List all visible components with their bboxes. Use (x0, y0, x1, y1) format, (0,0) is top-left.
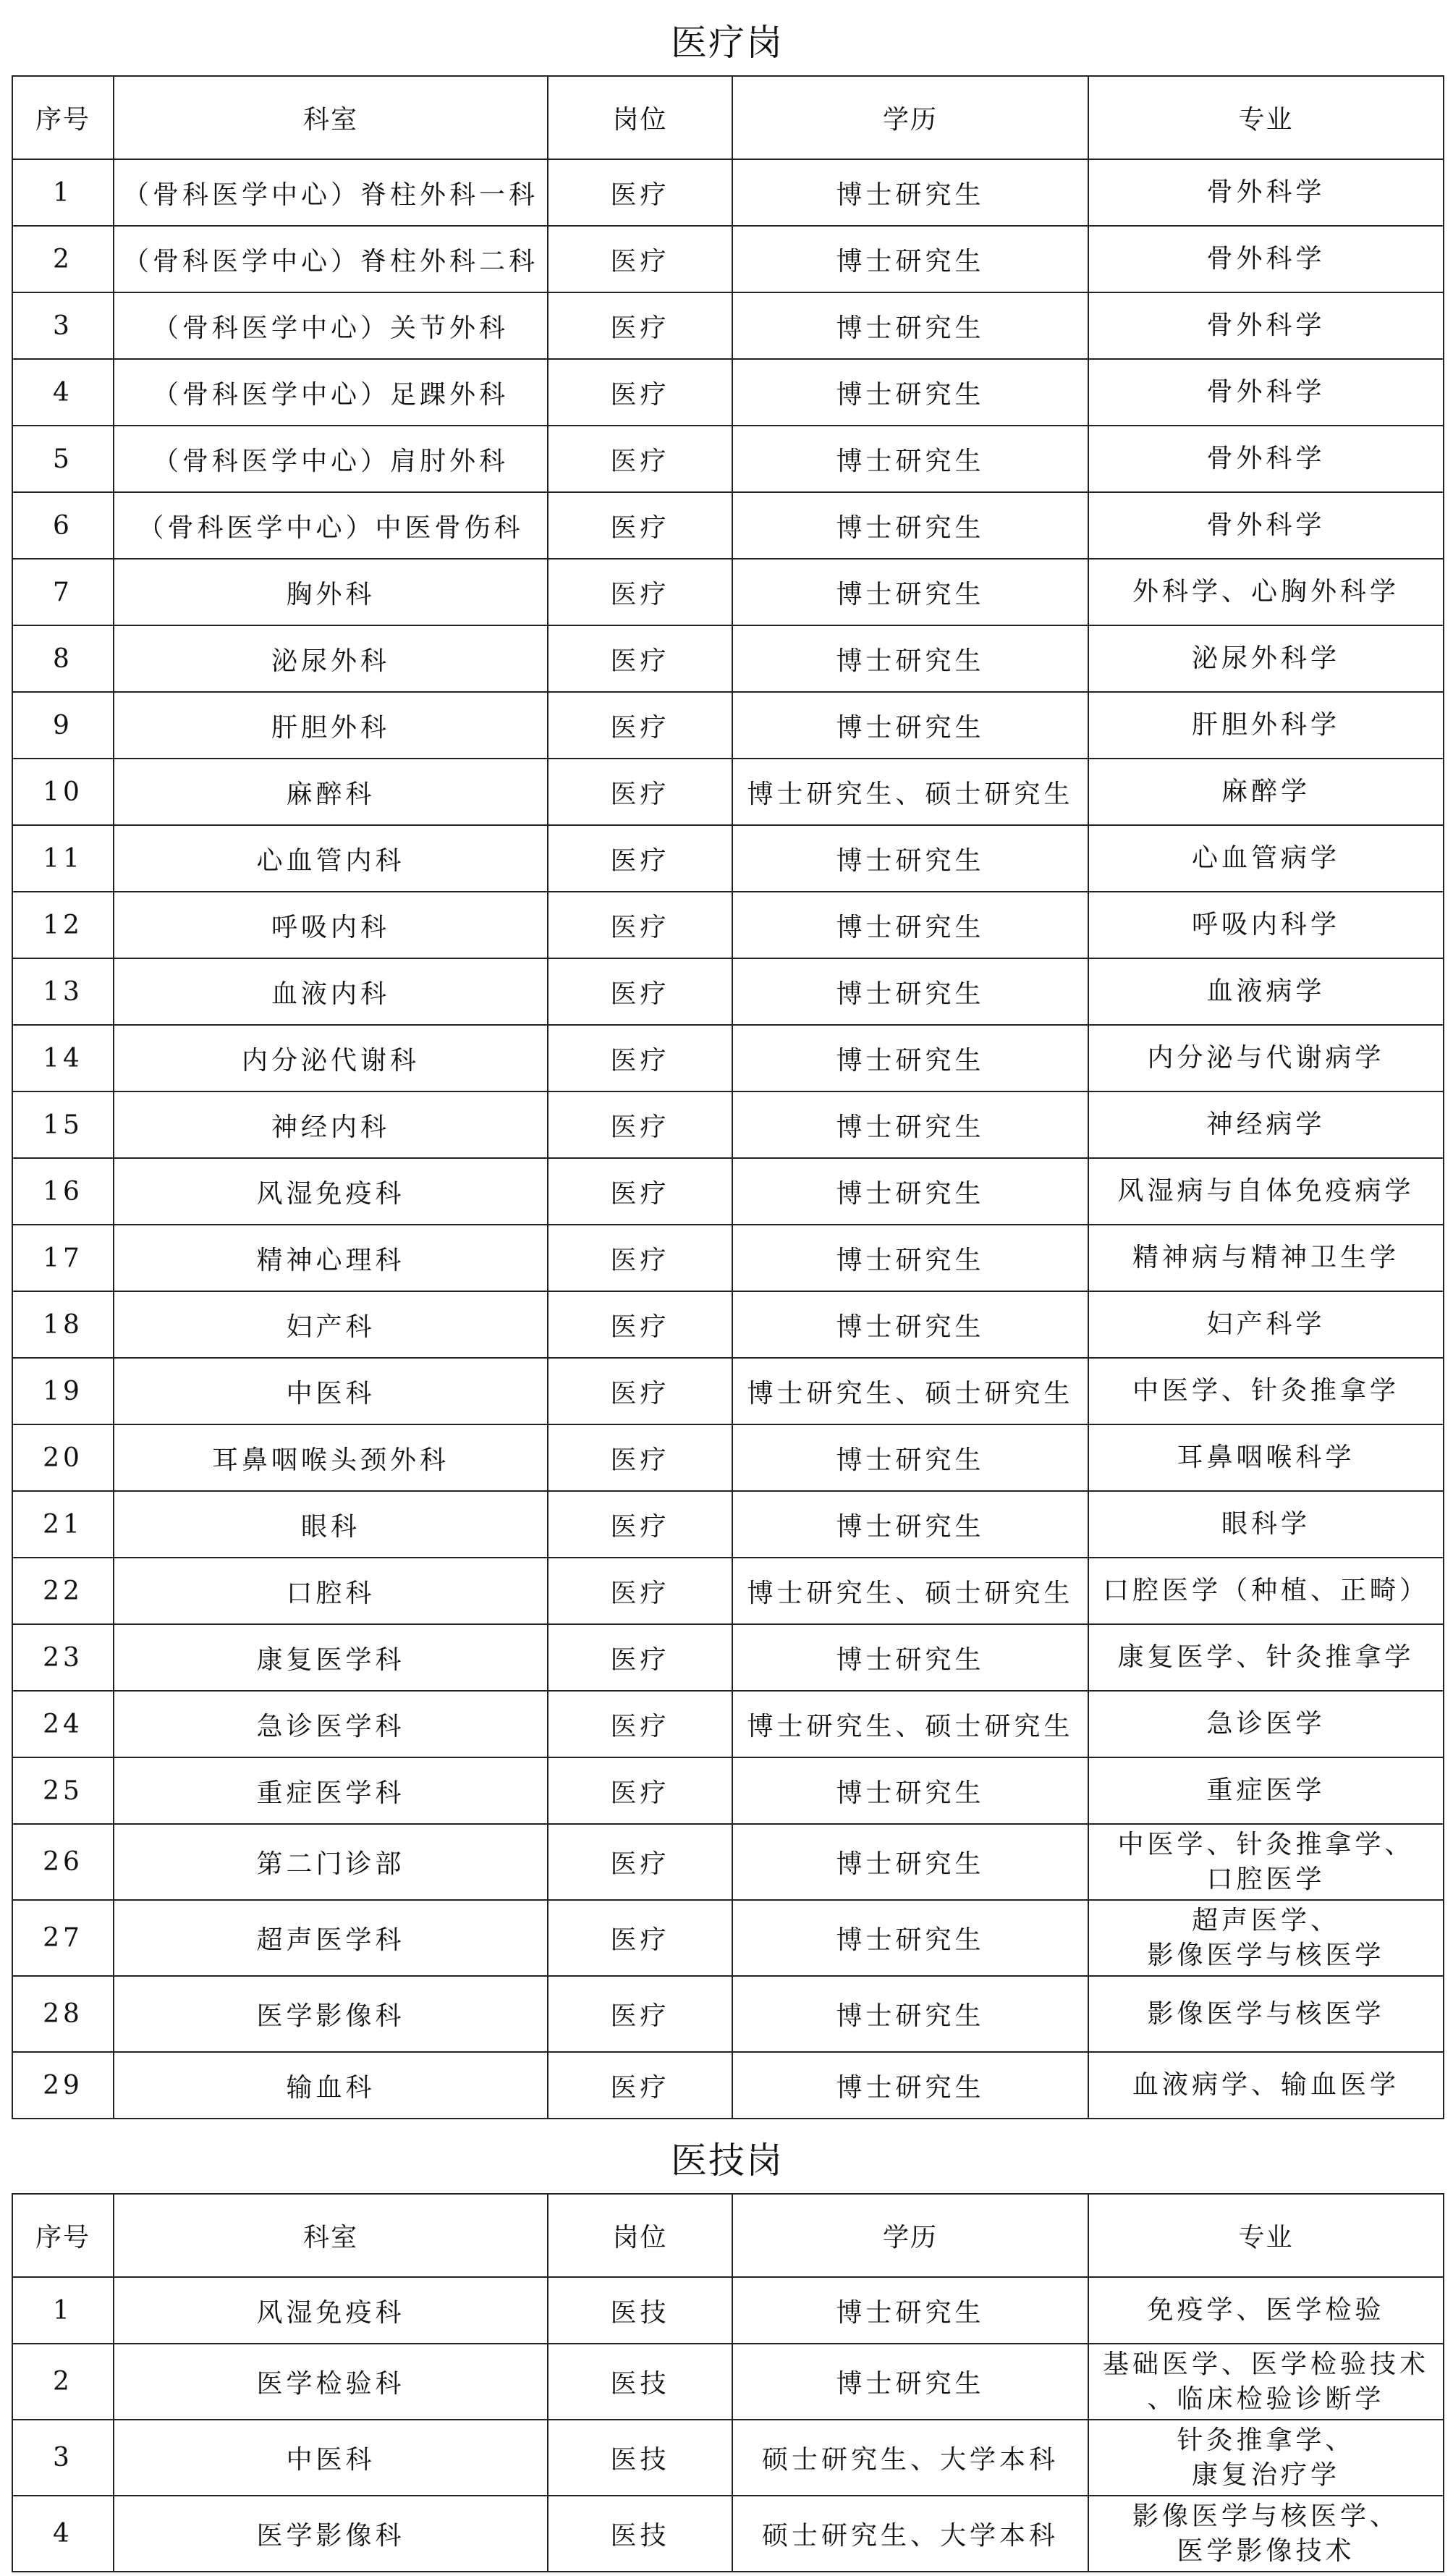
cell-index: 1 (12, 159, 114, 226)
cell-department: 风湿免疫科 (114, 2277, 548, 2344)
cell-education: 博士研究生 (732, 892, 1088, 958)
header-education: 学历 (732, 76, 1088, 159)
table-row (12, 2420, 1444, 2496)
table-row (12, 958, 1444, 1025)
cell-position: 医疗 (548, 625, 732, 692)
table-row (12, 759, 1444, 825)
header-education: 学历 (732, 2194, 1088, 2277)
cell-position: 医疗 (548, 159, 732, 226)
table-row (12, 692, 1444, 759)
cell-education: 博士研究生 (732, 1824, 1088, 1900)
cell-education: 博士研究生 (732, 1976, 1088, 2052)
cell-major: 骨外科学 (1088, 426, 1444, 492)
cell-position: 医疗 (548, 1025, 732, 1091)
cell-department: 麻醉科 (114, 759, 548, 825)
cell-index: 5 (12, 426, 114, 492)
cell-index: 28 (12, 1976, 114, 2052)
cell-index: 22 (12, 1558, 114, 1624)
cell-position: 医疗 (548, 759, 732, 825)
cell-position: 医疗 (548, 1900, 732, 1976)
cell-position: 医疗 (548, 492, 732, 559)
cell-position: 医疗 (548, 559, 732, 625)
table-row (12, 1491, 1444, 1558)
header-department: 科室 (114, 2194, 548, 2277)
table-row (12, 1424, 1444, 1491)
table-row (12, 1558, 1444, 1624)
cell-department: 精神心理科 (114, 1225, 548, 1291)
cell-index: 9 (12, 692, 114, 759)
cell-major: 风湿病与自体免疫病学 (1088, 1158, 1444, 1225)
cell-department: 神经内科 (114, 1091, 548, 1158)
cell-department: 康复医学科 (114, 1624, 548, 1691)
cell-education: 博士研究生 (732, 2344, 1088, 2420)
cell-major: 超声医学、 影像医学与核医学 (1088, 1900, 1444, 1976)
cell-education: 博士研究生、硕士研究生 (732, 1558, 1088, 1624)
cell-index: 17 (12, 1225, 114, 1291)
cell-education: 博士研究生 (732, 1757, 1088, 1824)
cell-department: 耳鼻咽喉头颈外科 (114, 1424, 548, 1491)
cell-position: 医疗 (548, 1424, 732, 1491)
cell-major: 影像医学与核医学 (1088, 1976, 1444, 2052)
header-major: 专业 (1088, 76, 1444, 159)
cell-major: 骨外科学 (1088, 359, 1444, 426)
cell-index: 26 (12, 1824, 114, 1900)
table-row (12, 625, 1444, 692)
cell-major: 神经病学 (1088, 1091, 1444, 1158)
cell-education: 博士研究生 (732, 1091, 1088, 1158)
cell-position: 医疗 (548, 1691, 732, 1757)
cell-education: 博士研究生、硕士研究生 (732, 1358, 1088, 1424)
cell-index: 19 (12, 1358, 114, 1424)
cell-major: 中医学、针灸推拿学 (1088, 1358, 1444, 1424)
header-index: 序号 (12, 2194, 114, 2277)
cell-education: 博士研究生、硕士研究生 (732, 1691, 1088, 1757)
cell-education: 硕士研究生、大学本科 (732, 2420, 1088, 2496)
cell-index: 11 (12, 825, 114, 892)
cell-department: 输血科 (114, 2052, 548, 2119)
header-position: 岗位 (548, 2194, 732, 2277)
cell-major: 内分泌与代谢病学 (1088, 1025, 1444, 1091)
cell-position: 医疗 (548, 1757, 732, 1824)
cell-department: 急诊医学科 (114, 1691, 548, 1757)
cell-index: 13 (12, 958, 114, 1025)
recruitment-table (12, 2193, 1444, 2572)
cell-major: 血液病学 (1088, 958, 1444, 1025)
table-row (12, 559, 1444, 625)
table-row (12, 492, 1444, 559)
cell-index: 2 (12, 2344, 114, 2420)
cell-department: 呼吸内科 (114, 892, 548, 958)
cell-education: 博士研究生 (732, 1424, 1088, 1491)
cell-department: 医学影像科 (114, 2496, 548, 2572)
cell-major: 心血管病学 (1088, 825, 1444, 892)
cell-index: 23 (12, 1624, 114, 1691)
cell-major: 泌尿外科学 (1088, 625, 1444, 692)
table-row (12, 1900, 1444, 1976)
cell-department: （骨科医学中心）肩肘外科 (114, 426, 548, 492)
cell-position: 医疗 (548, 1624, 732, 1691)
cell-major: 骨外科学 (1088, 159, 1444, 226)
table-row (12, 825, 1444, 892)
header-department: 科室 (114, 76, 548, 159)
cell-index: 4 (12, 2496, 114, 2572)
cell-education: 博士研究生 (732, 159, 1088, 226)
cell-major: 眼科学 (1088, 1491, 1444, 1558)
cell-position: 医技 (548, 2277, 732, 2344)
cell-department: 第二门诊部 (114, 1824, 548, 1900)
cell-index: 16 (12, 1158, 114, 1225)
cell-education: 博士研究生 (732, 2277, 1088, 2344)
table-header-row (12, 2194, 1444, 2277)
cell-position: 医疗 (548, 2052, 732, 2119)
cell-education: 博士研究生 (732, 492, 1088, 559)
cell-index: 24 (12, 1691, 114, 1757)
cell-position: 医疗 (548, 226, 732, 292)
table-row (12, 892, 1444, 958)
cell-position: 医疗 (548, 1091, 732, 1158)
cell-education: 博士研究生 (732, 226, 1088, 292)
cell-major: 骨外科学 (1088, 492, 1444, 559)
table-row (12, 1091, 1444, 1158)
cell-major: 针灸推拿学、 康复治疗学 (1088, 2420, 1444, 2496)
cell-major: 骨外科学 (1088, 226, 1444, 292)
cell-major: 骨外科学 (1088, 292, 1444, 359)
table-row (12, 1757, 1444, 1824)
table-row (12, 2496, 1444, 2572)
cell-education: 博士研究生 (732, 1491, 1088, 1558)
cell-index: 14 (12, 1025, 114, 1091)
cell-education: 博士研究生 (732, 359, 1088, 426)
cell-index: 15 (12, 1091, 114, 1158)
cell-department: 内分泌代谢科 (114, 1025, 548, 1091)
cell-major: 耳鼻咽喉科学 (1088, 1424, 1444, 1491)
cell-education: 博士研究生 (732, 692, 1088, 759)
cell-education: 博士研究生 (732, 559, 1088, 625)
cell-department: 胸外科 (114, 559, 548, 625)
section-title: 医技岗 (671, 2140, 784, 2182)
cell-department: 妇产科 (114, 1291, 548, 1358)
cell-index: 8 (12, 625, 114, 692)
cell-education: 博士研究生 (732, 958, 1088, 1025)
cell-position: 医疗 (548, 892, 732, 958)
table-row (12, 1358, 1444, 1424)
cell-department: 口腔科 (114, 1558, 548, 1624)
cell-position: 医疗 (548, 692, 732, 759)
cell-department: 风湿免疫科 (114, 1158, 548, 1225)
header-position: 岗位 (548, 76, 732, 159)
cell-position: 医疗 (548, 1976, 732, 2052)
cell-index: 3 (12, 292, 114, 359)
table-row (12, 1225, 1444, 1291)
sections-container (12, 10, 1443, 2572)
cell-position: 医疗 (548, 1291, 732, 1358)
document-page (12, 10, 1443, 2572)
cell-department: （骨科医学中心）足踝外科 (114, 359, 548, 426)
cell-position: 医疗 (548, 1358, 732, 1424)
cell-education: 博士研究生 (732, 426, 1088, 492)
cell-department: 医学检验科 (114, 2344, 548, 2420)
cell-position: 医疗 (548, 292, 732, 359)
cell-department: （骨科医学中心）关节外科 (114, 292, 548, 359)
cell-position: 医技 (548, 2344, 732, 2420)
cell-department: 肝胆外科 (114, 692, 548, 759)
header-index: 序号 (12, 76, 114, 159)
table-row (12, 1291, 1444, 1358)
table-row (12, 1824, 1444, 1900)
cell-major: 康复医学、针灸推拿学 (1088, 1624, 1444, 1691)
section-gap (12, 2119, 1443, 2128)
table-row (12, 159, 1444, 226)
cell-major: 中医学、针灸推拿学、 口腔医学 (1088, 1824, 1444, 1900)
table-row (12, 426, 1444, 492)
table-row (12, 2277, 1444, 2344)
cell-department: 眼科 (114, 1491, 548, 1558)
cell-major: 重症医学 (1088, 1757, 1444, 1824)
cell-index: 2 (12, 226, 114, 292)
cell-index: 6 (12, 492, 114, 559)
cell-department: 中医科 (114, 1358, 548, 1424)
cell-education: 博士研究生 (732, 292, 1088, 359)
cell-education: 博士研究生、硕士研究生 (732, 759, 1088, 825)
cell-education: 博士研究生 (732, 1158, 1088, 1225)
cell-position: 医技 (548, 2420, 732, 2496)
cell-department: （骨科医学中心）脊柱外科一科 (114, 159, 548, 226)
cell-major: 肝胆外科学 (1088, 692, 1444, 759)
cell-education: 博士研究生 (732, 1225, 1088, 1291)
cell-position: 医疗 (548, 426, 732, 492)
table-row (12, 1691, 1444, 1757)
cell-department: 超声医学科 (114, 1900, 548, 1976)
cell-major: 影像医学与核医学、 医学影像技术 (1088, 2496, 1444, 2572)
cell-position: 医疗 (548, 1824, 732, 1900)
table-row (12, 359, 1444, 426)
table-row (12, 1025, 1444, 1091)
cell-department: 泌尿外科 (114, 625, 548, 692)
table-row (12, 292, 1444, 359)
cell-position: 医疗 (548, 1225, 732, 1291)
cell-education: 博士研究生 (732, 1624, 1088, 1691)
cell-index: 4 (12, 359, 114, 426)
cell-position: 医技 (548, 2496, 732, 2572)
cell-major: 急诊医学 (1088, 1691, 1444, 1757)
cell-major: 外科学、心胸外科学 (1088, 559, 1444, 625)
cell-position: 医疗 (548, 958, 732, 1025)
table-row (12, 1158, 1444, 1225)
header-major: 专业 (1088, 2194, 1444, 2277)
table-row (12, 1624, 1444, 1691)
cell-department: 心血管内科 (114, 825, 548, 892)
cell-index: 27 (12, 1900, 114, 1976)
table-row (12, 2052, 1444, 2119)
cell-department: 中医科 (114, 2420, 548, 2496)
cell-index: 1 (12, 2277, 114, 2344)
cell-major: 血液病学、输血医学 (1088, 2052, 1444, 2119)
cell-position: 医疗 (548, 825, 732, 892)
cell-index: 3 (12, 2420, 114, 2496)
table-row (12, 2344, 1444, 2420)
cell-department: 重症医学科 (114, 1757, 548, 1824)
cell-major: 妇产科学 (1088, 1291, 1444, 1358)
cell-education: 博士研究生 (732, 1025, 1088, 1091)
cell-education: 博士研究生 (732, 1900, 1088, 1976)
cell-index: 25 (12, 1757, 114, 1824)
cell-education: 硕士研究生、大学本科 (732, 2496, 1088, 2572)
cell-major: 免疫学、医学检验 (1088, 2277, 1444, 2344)
cell-department: 血液内科 (114, 958, 548, 1025)
cell-education: 博士研究生 (732, 1291, 1088, 1358)
cell-index: 18 (12, 1291, 114, 1358)
cell-index: 29 (12, 2052, 114, 2119)
cell-education: 博士研究生 (732, 2052, 1088, 2119)
cell-major: 口腔医学（种植、正畸） (1088, 1558, 1444, 1624)
cell-education: 博士研究生 (732, 625, 1088, 692)
cell-position: 医疗 (548, 1558, 732, 1624)
cell-department: （骨科医学中心）中医骨伤科 (114, 492, 548, 559)
cell-position: 医疗 (548, 359, 732, 426)
table-row (12, 226, 1444, 292)
table-header-row (12, 76, 1444, 159)
cell-department: （骨科医学中心）脊柱外科二科 (114, 226, 548, 292)
cell-position: 医疗 (548, 1491, 732, 1558)
cell-index: 7 (12, 559, 114, 625)
cell-index: 20 (12, 1424, 114, 1491)
cell-index: 12 (12, 892, 114, 958)
cell-education: 博士研究生 (732, 825, 1088, 892)
cell-major: 精神病与精神卫生学 (1088, 1225, 1444, 1291)
cell-major: 呼吸内科学 (1088, 892, 1444, 958)
cell-major: 基础医学、医学检验技术 、临床检验诊断学 (1088, 2344, 1444, 2420)
cell-major: 麻醉学 (1088, 759, 1444, 825)
table-row (12, 1976, 1444, 2052)
cell-index: 21 (12, 1491, 114, 1558)
cell-position: 医疗 (548, 1158, 732, 1225)
recruitment-table (12, 75, 1444, 2119)
section-title: 医疗岗 (671, 22, 784, 64)
cell-department: 医学影像科 (114, 1976, 548, 2052)
cell-index: 10 (12, 759, 114, 825)
